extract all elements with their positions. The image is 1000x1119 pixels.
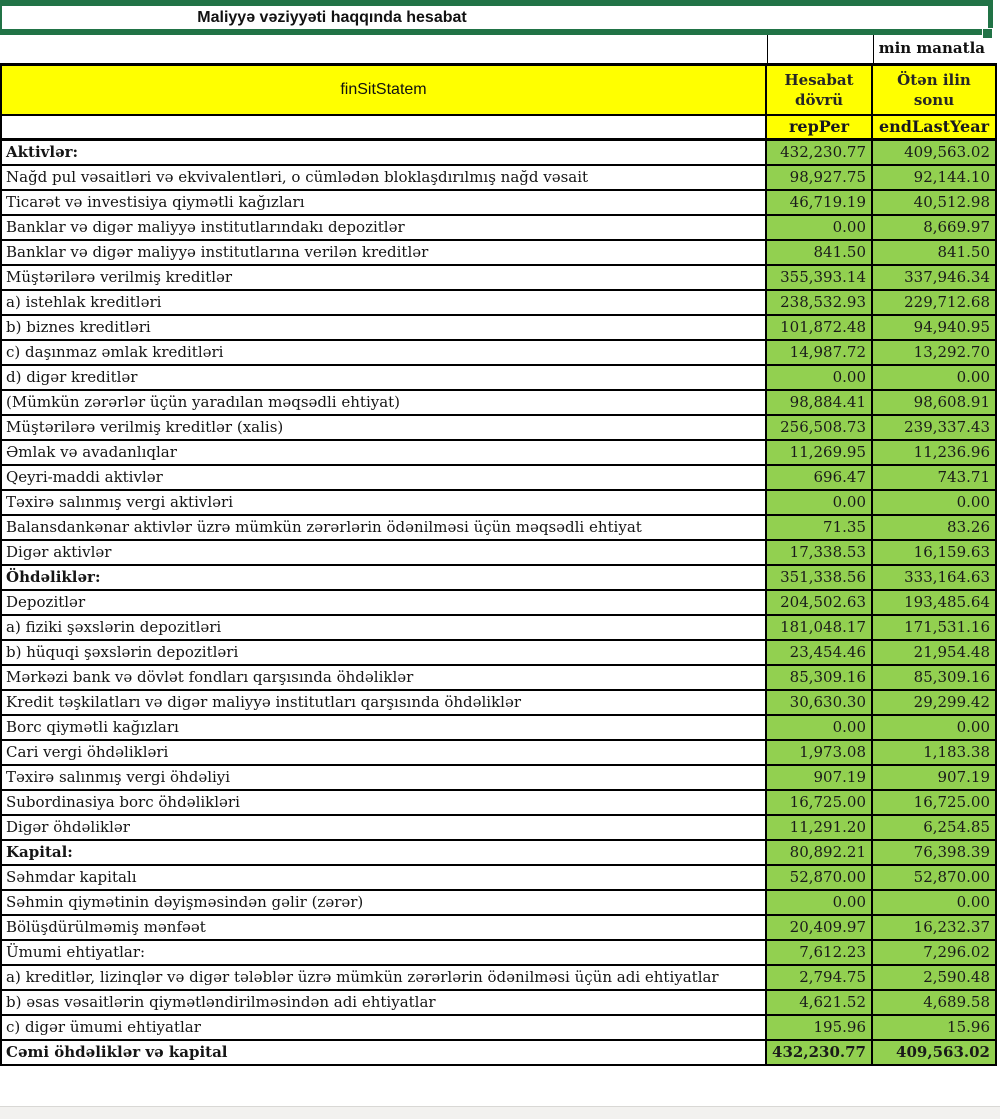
value-cell[interactable]: 98,927.75 [766, 165, 872, 190]
row-label-cell[interactable]: Kapital: [1, 840, 766, 865]
row-label-cell[interactable]: Digər aktivlər [1, 540, 766, 565]
value-cell[interactable]: 743.71 [872, 465, 996, 490]
row-label-cell[interactable]: Depozitlər [1, 590, 766, 615]
value-cell[interactable]: 17,338.53 [766, 540, 872, 565]
table-row [1, 415, 996, 440]
table-row [1, 640, 996, 665]
row-label-cell[interactable]: a) kreditlər, lizinqlər və digər tələblər üzrə mümkün zərərlərin ödənilməsi üçün adi ehtiyatlar [1, 965, 766, 990]
value-cell[interactable]: 204,502.63 [766, 590, 872, 615]
table-row [1, 790, 996, 815]
table-row [1, 865, 996, 890]
table-row [1, 190, 996, 215]
code-row-blank-cell[interactable] [1, 115, 766, 140]
table-row [1, 240, 996, 265]
row-label-cell[interactable]: Subordinasiya borc öhdəlikləri [1, 790, 766, 815]
value-cell[interactable]: 8,669.97 [872, 215, 996, 240]
value-cell[interactable]: 6,254.85 [872, 815, 996, 840]
value-cell[interactable]: 351,338.56 [766, 565, 872, 590]
table-row [1, 265, 996, 290]
table-row [1, 765, 996, 790]
row-label-cell[interactable]: Bölüşdürülməmiş mənfəət [1, 915, 766, 940]
value-cell[interactable]: 52,870.00 [872, 865, 996, 890]
table-row [1, 540, 996, 565]
value-cell[interactable]: 98,608.91 [872, 390, 996, 415]
table-row [1, 1040, 996, 1065]
value-cell[interactable]: 239,337.43 [872, 415, 996, 440]
value-cell[interactable]: 30,630.30 [766, 690, 872, 715]
code-row [1, 115, 996, 140]
row-label-cell[interactable]: Qeyri-maddi aktivlər [1, 465, 766, 490]
value-cell[interactable]: 76,398.39 [872, 840, 996, 865]
value-cell[interactable]: 14,987.72 [766, 340, 872, 365]
table-row [1, 740, 996, 765]
value-cell[interactable]: 4,689.58 [872, 990, 996, 1015]
value-cell[interactable]: 80,892.21 [766, 840, 872, 865]
table-row [1, 340, 996, 365]
value-cell[interactable]: 46,719.19 [766, 190, 872, 215]
row-label-cell[interactable]: (Mümkün zərərlər üçün yaradılan məqsədli ehtiyat) [1, 390, 766, 415]
value-cell[interactable]: 94,940.95 [872, 315, 996, 340]
value-cell[interactable]: 432,230.77 [766, 1040, 872, 1065]
row-label-cell[interactable]: Səhmdar kapitalı [1, 865, 766, 890]
value-cell[interactable]: 409,563.02 [872, 140, 996, 166]
row-label-cell[interactable]: Ticarət və investisiya qiymətli kağızları [1, 190, 766, 215]
row-label-cell[interactable]: Balansdankənar aktivlər üzrə mümkün zərərlərin ödənilməsi üçün məqsədli ehtiyat [1, 515, 766, 540]
end-last-year-header-cell[interactable]: Ötən ilin sonu [872, 65, 996, 115]
value-cell[interactable]: 1,973.08 [766, 740, 872, 765]
row-label-cell[interactable]: Nağd pul vəsaitləri və ekvivalentləri, o cümlədən bloklaşdırılmış nağd vəsait [1, 165, 766, 190]
value-cell[interactable]: 0.00 [872, 715, 996, 740]
value-cell[interactable]: 0.00 [872, 890, 996, 915]
value-cell[interactable]: 83.26 [872, 515, 996, 540]
row-label-cell[interactable]: c) digər ümumi ehtiyatlar [1, 1015, 766, 1040]
row-label-cell[interactable]: a) istehlak kreditləri [1, 290, 766, 315]
unit-row-blank-cell[interactable] [767, 35, 873, 63]
row-label-cell[interactable]: a) fiziki şəxslərin depozitləri [1, 615, 766, 640]
value-cell[interactable]: 21,954.48 [872, 640, 996, 665]
value-cell[interactable]: 40,512.98 [872, 190, 996, 215]
value-cell[interactable]: 71.35 [766, 515, 872, 540]
row-label-cell[interactable]: Borc qiymətli kağızları [1, 715, 766, 740]
row-label-cell[interactable]: b) əsas vəsaitlərin qiymətləndirilməsindən adi ehtiyatlar [1, 990, 766, 1015]
table-body [1, 140, 996, 1066]
value-cell[interactable]: 52,870.00 [766, 865, 872, 890]
value-cell[interactable]: 0.00 [766, 215, 872, 240]
row-label-cell[interactable]: Ümumi ehtiyatlar: [1, 940, 766, 965]
statement-name-header-cell[interactable]: finSitStatem [1, 65, 766, 115]
value-cell[interactable]: 16,232.37 [872, 915, 996, 940]
table-row [1, 465, 996, 490]
table-row [1, 490, 996, 515]
table-row [1, 440, 996, 465]
report-period-code-cell[interactable]: repPer [766, 115, 872, 140]
value-cell[interactable]: 337,946.34 [872, 265, 996, 290]
value-cell[interactable]: 333,164.63 [872, 565, 996, 590]
value-cell[interactable]: 1,183.38 [872, 740, 996, 765]
row-label-cell[interactable]: b) hüquqi şəxslərin depozitləri [1, 640, 766, 665]
value-cell[interactable]: 193,485.64 [872, 590, 996, 615]
value-cell[interactable]: 15.96 [872, 1015, 996, 1040]
unit-row-blank-cell[interactable] [0, 35, 767, 63]
title-cell-selection[interactable] [0, 0, 993, 35]
statement-table [0, 63, 997, 1066]
table-row [1, 715, 996, 740]
selection-fill-handle[interactable] [982, 28, 993, 39]
row-label-cell[interactable]: Öhdəliklər: [1, 565, 766, 590]
value-cell[interactable]: 101,872.48 [766, 315, 872, 340]
value-cell[interactable]: 92,144.10 [872, 165, 996, 190]
value-cell[interactable]: 841.50 [766, 240, 872, 265]
row-label-cell[interactable]: Səhmin qiymətinin dəyişməsindən gəlir (zərər) [1, 890, 766, 915]
table-row [1, 590, 996, 615]
table-row [1, 215, 996, 240]
value-cell[interactable]: 16,725.00 [766, 790, 872, 815]
value-cell[interactable]: 696.47 [766, 465, 872, 490]
value-cell[interactable]: 11,236.96 [872, 440, 996, 465]
value-cell[interactable]: 20,409.97 [766, 915, 872, 940]
title-cell [2, 6, 662, 29]
unit-note[interactable]: min manatla [873, 35, 995, 63]
value-cell[interactable]: 7,296.02 [872, 940, 996, 965]
value-cell[interactable]: 432,230.77 [766, 140, 872, 166]
table-row [1, 990, 996, 1015]
value-cell[interactable]: 0.00 [766, 715, 872, 740]
table-row [1, 940, 996, 965]
value-cell[interactable]: 355,393.14 [766, 265, 872, 290]
report-period-header-cell[interactable]: Hesabat dövrü [766, 65, 872, 115]
value-cell[interactable]: 2,794.75 [766, 965, 872, 990]
table-row [1, 890, 996, 915]
end-last-year-code-cell[interactable]: endLastYear [872, 115, 996, 140]
row-label-cell[interactable]: Müştərilərə verilmiş kreditlər (xalis) [1, 415, 766, 440]
table-row [1, 615, 996, 640]
value-cell[interactable]: 907.19 [766, 765, 872, 790]
value-cell[interactable]: 98,884.41 [766, 390, 872, 415]
unit-note-row [0, 35, 995, 63]
value-cell[interactable]: 171,531.16 [872, 615, 996, 640]
value-cell[interactable]: 85,309.16 [872, 665, 996, 690]
row-label-cell[interactable]: Banklar və digər maliyyə institutlarındakı depozitlər [1, 215, 766, 240]
table-row [1, 665, 996, 690]
table-row [1, 565, 996, 590]
value-cell[interactable]: 11,291.20 [766, 815, 872, 840]
value-cell[interactable]: 13,292.70 [872, 340, 996, 365]
row-label-cell[interactable]: c) daşınmaz əmlak kreditləri [1, 340, 766, 365]
row-label-cell[interactable]: Kredit təşkilatları və digər maliyyə institutları qarşısında öhdəliklər [1, 690, 766, 715]
table-row [1, 840, 996, 865]
value-cell[interactable]: 907.19 [872, 765, 996, 790]
table-row [1, 165, 996, 190]
table-row [1, 965, 996, 990]
row-label-cell[interactable]: Təxirə salınmış vergi aktivləri [1, 490, 766, 515]
value-cell[interactable]: 7,612.23 [766, 940, 872, 965]
table-row [1, 915, 996, 940]
row-label-cell[interactable]: Təxirə salınmış vergi öhdəliyi [1, 765, 766, 790]
table-row [1, 390, 996, 415]
page-edge-strip [0, 1106, 1000, 1119]
value-cell[interactable]: 23,454.46 [766, 640, 872, 665]
value-cell[interactable]: 0.00 [766, 490, 872, 515]
row-label-cell[interactable]: Əmlak və avadanlıqlar [1, 440, 766, 465]
value-cell[interactable]: 238,532.93 [766, 290, 872, 315]
row-label-cell[interactable]: Müştərilərə verilmiş kreditlər [1, 265, 766, 290]
value-cell[interactable]: 16,725.00 [872, 790, 996, 815]
value-cell[interactable]: 85,309.16 [766, 665, 872, 690]
row-label-cell[interactable]: b) biznes kreditləri [1, 315, 766, 340]
row-label-cell[interactable]: Cari vergi öhdəlikləri [1, 740, 766, 765]
value-cell[interactable]: 11,269.95 [766, 440, 872, 465]
value-cell[interactable]: 0.00 [872, 365, 996, 390]
row-label-cell[interactable]: d) digər kreditlər [1, 365, 766, 390]
table-row [1, 315, 996, 340]
value-cell[interactable]: 0.00 [766, 890, 872, 915]
value-cell[interactable]: 2,590.48 [872, 965, 996, 990]
row-label-cell[interactable]: Digər öhdəliklər [1, 815, 766, 840]
value-cell[interactable]: 181,048.17 [766, 615, 872, 640]
value-cell[interactable]: 29,299.42 [872, 690, 996, 715]
value-cell[interactable]: 195.96 [766, 1015, 872, 1040]
table-row [1, 140, 996, 166]
row-label-cell[interactable]: Cəmi öhdəliklər və kapital [1, 1040, 766, 1065]
value-cell[interactable]: 409,563.02 [872, 1040, 996, 1065]
table-row [1, 290, 996, 315]
value-cell[interactable]: 256,508.73 [766, 415, 872, 440]
value-cell[interactable]: 4,621.52 [766, 990, 872, 1015]
table-row [1, 515, 996, 540]
table-row [1, 690, 996, 715]
value-cell[interactable]: 16,159.63 [872, 540, 996, 565]
value-cell[interactable]: 0.00 [872, 490, 996, 515]
header-row [1, 65, 996, 115]
value-cell[interactable]: 841.50 [872, 240, 996, 265]
row-label-cell[interactable]: Banklar və digər maliyyə institutlarına verilən kreditlər [1, 240, 766, 265]
value-cell[interactable]: 229,712.68 [872, 290, 996, 315]
report-title: Maliyyə vəziyyəti haqqında hesabat [197, 8, 467, 26]
row-label-cell[interactable]: Aktivlər: [1, 140, 766, 166]
table-row [1, 815, 996, 840]
table-row [1, 365, 996, 390]
table-row [1, 1015, 996, 1040]
row-label-cell[interactable]: Mərkəzi bank və dövlət fondları qarşısında öhdəliklər [1, 665, 766, 690]
value-cell[interactable]: 0.00 [766, 365, 872, 390]
